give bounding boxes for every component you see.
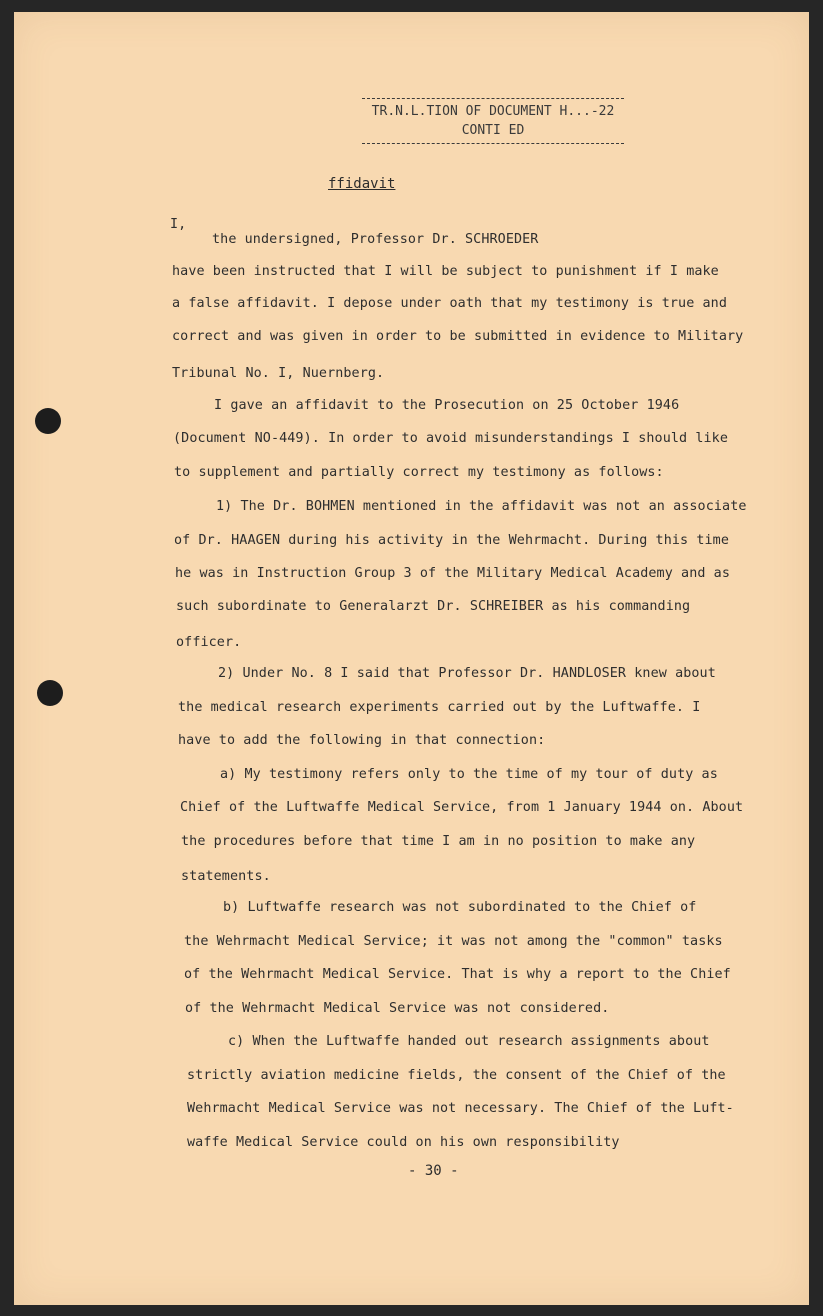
text-line: the Wehrmacht Medical Service; it was not among the "common" tasks	[184, 934, 723, 949]
text-line: Tribunal No. I, Nuernberg.	[172, 366, 385, 381]
text-line: the undersigned, Professor Dr. SCHROEDER	[212, 232, 539, 247]
page-number: - 30 -	[408, 1163, 459, 1179]
text-line: I gave an affidavit to the Prosecution on 25 October 1946	[214, 398, 680, 413]
text-line: (Document NO-449). In order to avoid misunderstandings I should like	[173, 431, 729, 446]
document-title: ffidavit	[328, 176, 396, 192]
text-line: of the Wehrmacht Medical Service was not considered.	[185, 1001, 610, 1016]
text-line: a) My testimony refers only to the time of my tour of duty as	[220, 767, 718, 782]
text-line: I,	[170, 217, 187, 232]
text-line: he was in Instruction Group 3 of the Military Medical Academy and as	[175, 566, 731, 581]
text-line: a false affidavit. I depose under oath that my testimony is true and	[172, 296, 728, 311]
text-line: c) When the Luftwaffe handed out research assignments about	[228, 1034, 710, 1049]
text-line: correct and was given in order to be submitted in evidence to Military	[172, 329, 744, 344]
text-line: such subordinate to Generalarzt Dr. SCHREIBER as his commanding	[176, 599, 691, 614]
header-subtitle: CONTI ED	[461, 123, 525, 138]
translation-header	[362, 95, 624, 147]
text-line: of Dr. HAAGEN during his activity in the Wehrmacht. During this time	[174, 533, 730, 548]
header-rule	[362, 98, 624, 99]
text-line: to supplement and partially correct my testimony as follows:	[174, 465, 664, 480]
header-title: TR.N.L.TION OF DOCUMENT H...-22	[371, 104, 615, 119]
text-line: 1) The Dr. BOHMEN mentioned in the affidavit was not an associate	[216, 499, 747, 514]
text-line: have been instructed that I will be subject to punishment if I make	[172, 264, 719, 279]
punch-hole	[37, 680, 63, 706]
punch-hole	[35, 408, 61, 434]
text-line: waffe Medical Service could on his own responsibility	[187, 1135, 620, 1150]
text-line: strictly aviation medicine fields, the consent of the Chief of the	[187, 1068, 726, 1083]
text-line: have to add the following in that connection:	[178, 733, 546, 748]
text-line: Chief of the Luftwaffe Medical Service, from 1 January 1944 on. About	[180, 800, 744, 815]
text-line: statements.	[181, 869, 271, 884]
text-line: 2) Under No. 8 I said that Professor Dr. HANDLOSER knew about	[218, 666, 716, 681]
header-rule	[362, 143, 624, 144]
text-line: b) Luftwaffe research was not subordinated to the Chief of	[223, 900, 697, 915]
text-line: the medical research experiments carried out by the Luftwaffe. I	[178, 700, 701, 715]
text-line: of the Wehrmacht Medical Service. That is why a report to the Chief	[184, 967, 731, 982]
text-line: officer.	[176, 635, 242, 650]
text-line: Wehrmacht Medical Service was not necessary. The Chief of the Luft-	[187, 1101, 734, 1116]
text-line: the procedures before that time I am in no position to make any	[181, 834, 696, 849]
